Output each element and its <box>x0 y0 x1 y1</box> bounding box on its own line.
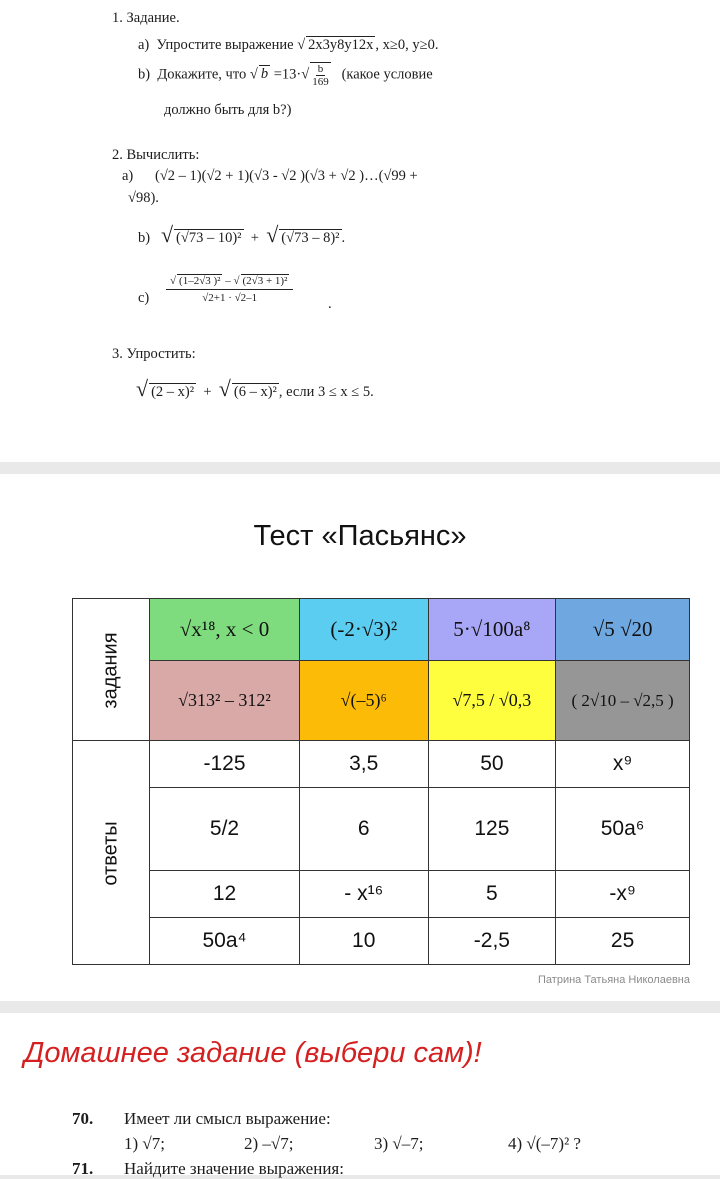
tasks-header: задания <box>73 599 150 741</box>
task2-c-fraction: $\frac{\text{√ (1–2√3 )² – √ (2√3 + 1)²}}{√2+1 \cdot √2-1}$ <box>166 272 293 304</box>
test-panel <box>0 474 720 1001</box>
answer-cell[interactable]: 5/2 <box>150 788 300 871</box>
task3-expr: √ (2 – x)² + √ (6 – x)² , если 3 ≤ x ≤ 5. <box>136 376 374 401</box>
exercise-71-number: 71. <box>72 1159 94 1178</box>
answer-cell[interactable]: 6 <box>299 788 428 871</box>
task3-title: 3. Упростить: <box>112 346 196 362</box>
answer-cell[interactable]: 25 <box>556 918 690 965</box>
exercise-70-item: 1) √7; <box>124 1134 165 1153</box>
exercise-71-text: Найдите значение выражения: <box>124 1159 344 1178</box>
answer-cell[interactable]: 50a⁴ <box>150 918 300 965</box>
exercise-70-text: Имеет ли смысл выражение: <box>124 1109 331 1128</box>
answer-cell[interactable]: 3,5 <box>299 741 428 788</box>
worksheet-panel <box>0 0 720 462</box>
task-card[interactable]: √7,5 / √0,3 <box>428 661 556 741</box>
answer-cell[interactable]: 50a⁶ <box>556 788 690 871</box>
task-card[interactable]: (-2·√3)² <box>299 599 428 661</box>
task-card[interactable]: √(–5)⁶ <box>299 661 428 741</box>
task2-a: a) (√2 – 1)(√2 + 1)(√3 - √2 )(√3 + √2 )…(√99 + <box>122 168 418 184</box>
answer-cell[interactable]: -x⁹ <box>556 871 690 918</box>
task-card[interactable]: √x¹⁸, x < 0 <box>150 599 300 661</box>
task-card[interactable]: ( 2√10 – √2,5 ) <box>556 661 690 741</box>
answer-cell[interactable]: 50 <box>428 741 556 788</box>
answer-cell[interactable]: -2,5 <box>428 918 556 965</box>
answer-cell[interactable]: 125 <box>428 788 556 871</box>
homework-panel <box>0 1013 720 1178</box>
test-title: Тест «Пасьянс» <box>253 520 467 552</box>
task-card[interactable]: √313² – 312² <box>150 661 300 741</box>
exercise-70-number: 70. <box>72 1109 94 1128</box>
task2-title: 2. Вычислить: <box>112 147 200 163</box>
exercise-70-item: 2) –√7; <box>244 1134 294 1153</box>
answer-cell[interactable]: - x¹⁶ <box>299 871 428 918</box>
task1-b: b) Докажите, что √ b =13·√ $\frac{b}{169}$ (какое условие <box>138 63 433 88</box>
homework-title: Домашнее задание (выбери сам)! <box>24 1037 482 1069</box>
task2-a-cont: √98). <box>128 190 159 206</box>
task2-c-label: c) <box>138 290 150 306</box>
exercise-70-item: 4) √(–7)² ? <box>508 1134 581 1153</box>
task1-b-note: должно быть для b?) <box>164 102 292 118</box>
task2-b: b) √ (√73 – 10)² + √ (√73 – 8)² . <box>138 222 346 247</box>
answer-cell[interactable]: 10 <box>299 918 428 965</box>
task1-a: a) Упростите выражение √ 2x3y8y12x , x≥0, y≥0. <box>138 37 439 53</box>
exercise-70-item: 3) √–7; <box>374 1134 424 1153</box>
task-card[interactable]: 5·√100a⁸ <box>428 599 556 661</box>
answer-cell[interactable]: -125 <box>150 741 300 788</box>
answers-header: ответы <box>73 741 150 965</box>
answer-cell[interactable]: x⁹ <box>556 741 690 788</box>
task1-title: 1. Задание. <box>112 10 180 26</box>
task-card[interactable]: √5 √20 <box>556 599 690 661</box>
solitaire-table <box>72 598 690 965</box>
answer-cell[interactable]: 12 <box>150 871 300 918</box>
task2-c-end: . <box>328 296 332 312</box>
answer-cell[interactable]: 5 <box>428 871 556 918</box>
author-credit: Патрина Татьяна Николаевна <box>538 974 690 986</box>
